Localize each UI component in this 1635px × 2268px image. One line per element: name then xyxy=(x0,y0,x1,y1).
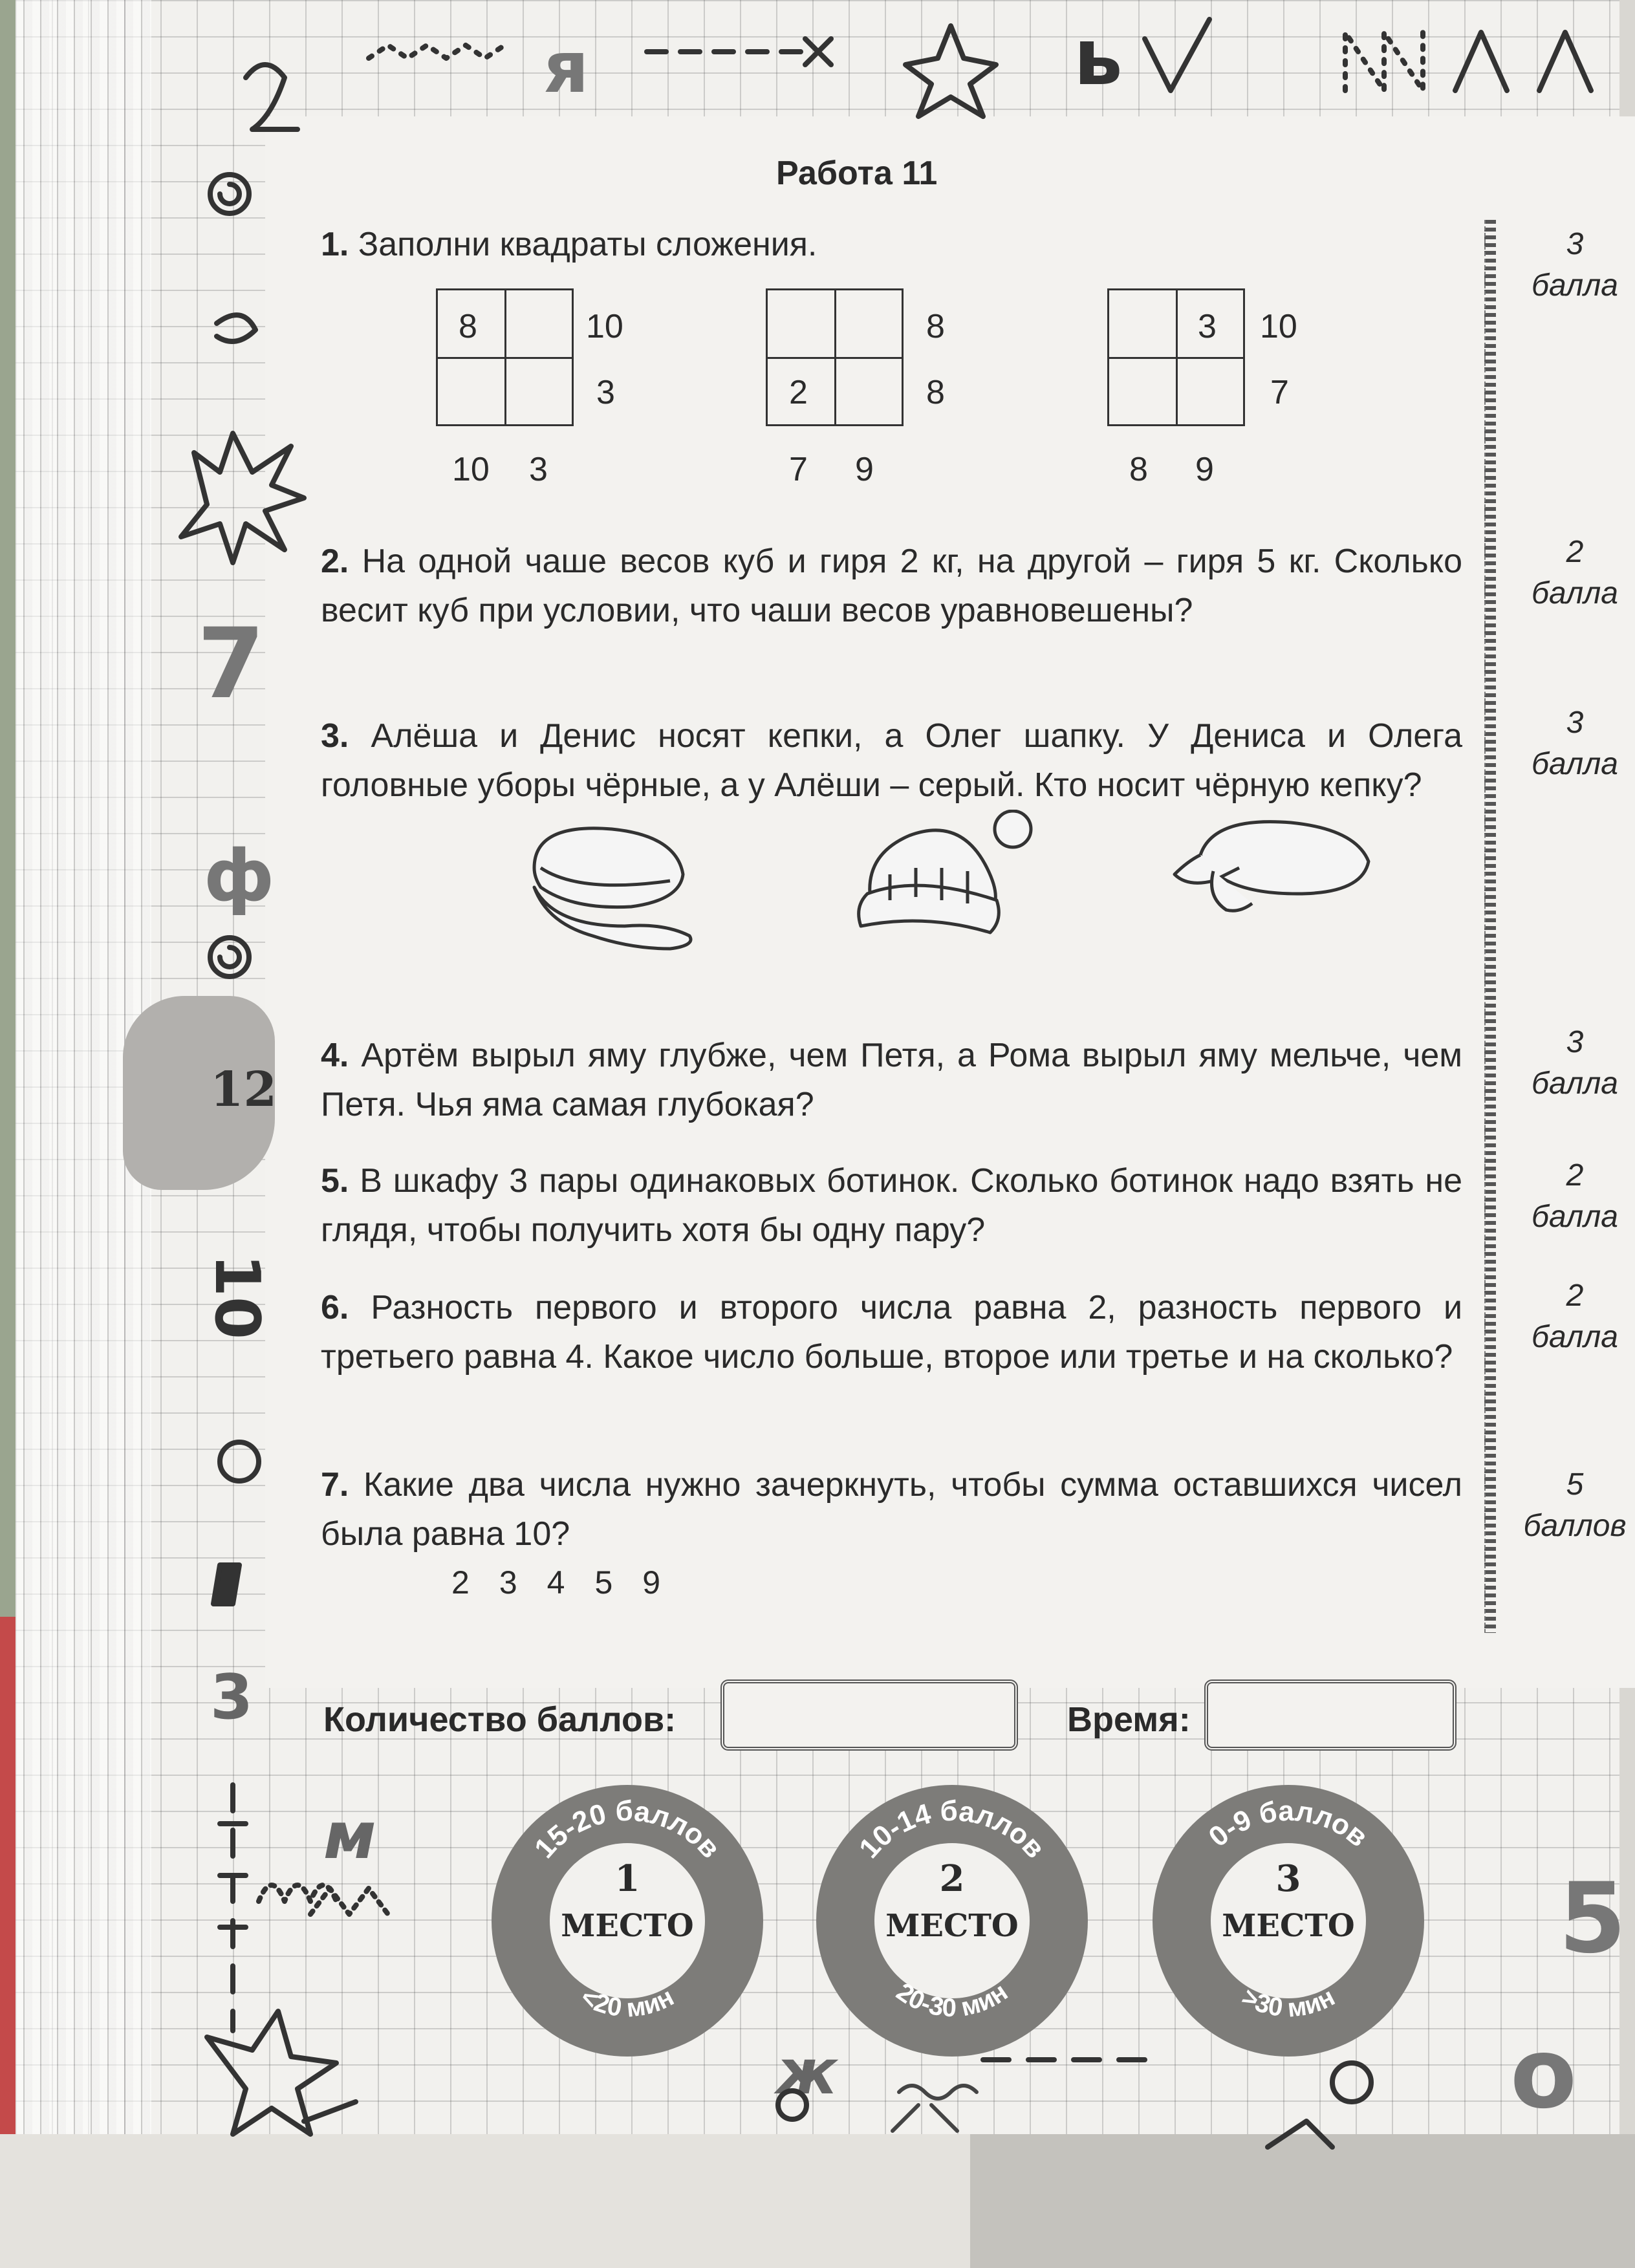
svg-text:0-9 баллов xyxy=(1203,1795,1374,1853)
addition-square-3 xyxy=(1107,288,1245,426)
task-number: 6. xyxy=(321,1289,349,1326)
row-sum: 8 xyxy=(926,374,945,411)
hats-illustration xyxy=(321,810,1462,958)
points-unit: балла xyxy=(1532,1066,1618,1101)
addition-squares xyxy=(321,269,1462,495)
medal-time: 20-30 мин xyxy=(891,1977,1013,2023)
points-value: 3 xyxy=(1566,706,1584,740)
medal-place-number: 3 xyxy=(1275,1857,1301,1900)
medal-place-number: 1 xyxy=(614,1857,640,1900)
points-task-3 xyxy=(1513,702,1635,785)
decor-digit-five: 5 xyxy=(1559,1863,1627,1975)
number-item: 5 xyxy=(594,1564,613,1601)
points-unit: балла xyxy=(1532,576,1618,610)
points-divider xyxy=(1484,220,1496,1633)
medal-first-place xyxy=(492,1785,763,2057)
cap-icon xyxy=(534,828,691,949)
points-value: 3 xyxy=(1566,227,1584,261)
task-text: Артём вырыл яму глубже, чем Петя, а Рома вырыл яму мельче, чем Петя. Чья яма самая глубокая? xyxy=(321,1037,1462,1123)
medal-range: 10-14 баллов xyxy=(852,1795,1051,1864)
cap-icon xyxy=(1175,822,1369,911)
col-sum: 9 xyxy=(855,451,874,488)
points-task-2 xyxy=(1513,532,1635,614)
task-text: На одной чаше весов куб и гиря 2 кг, на другой – гиря 5 кг. Сколько весит куб при условии, что чаши весов уравновешены? xyxy=(321,543,1462,629)
decor-letter-soft-sign: ь xyxy=(1074,13,1123,103)
col-sum: 10 xyxy=(452,451,490,488)
score-field[interactable] xyxy=(720,1679,1018,1751)
number-item: 2 xyxy=(451,1564,470,1601)
points-task-6 xyxy=(1513,1275,1635,1358)
square-cell: 2 xyxy=(789,374,808,411)
points-unit: балла xyxy=(1532,1200,1618,1234)
number-item: 3 xyxy=(499,1564,517,1601)
medal-range: 15-20 баллов xyxy=(528,1795,726,1864)
square-cell: 8 xyxy=(459,308,477,345)
row-sum: 7 xyxy=(1270,374,1289,411)
task-list xyxy=(321,220,1462,1601)
col-sum: 8 xyxy=(1129,451,1148,488)
medal-third-place xyxy=(1153,1785,1424,2057)
decor-letter-ef: ф xyxy=(204,834,275,917)
task-number: 5. xyxy=(321,1162,349,1200)
task-number: 1. xyxy=(321,226,349,263)
points-task-7 xyxy=(1513,1464,1635,1547)
task-3 xyxy=(321,711,1462,1031)
knit-hat-icon xyxy=(859,811,1031,933)
points-unit: балла xyxy=(1532,1320,1618,1354)
points-task-5 xyxy=(1513,1155,1635,1238)
svg-text:20-30 мин xyxy=(891,1978,1013,2022)
task-text: Алёша и Денис носят кепки, а Олег шапку. У Дениса и Олега головные уборы чёрные, а у Алёши – серый. Кто носит чёрную кепку? xyxy=(321,717,1462,804)
task-number: 7. xyxy=(321,1466,349,1504)
task-text: В шкафу 3 пары одинаковых ботинок. Сколько ботинок надо взять не глядя, чтобы получить хотя бы одну пару? xyxy=(321,1162,1463,1249)
row-sum: 8 xyxy=(926,308,945,345)
medal-place-word: МЕСТО xyxy=(561,1908,694,1944)
points-value: 2 xyxy=(1566,1158,1584,1193)
medal-second-place xyxy=(816,1785,1088,2057)
medal-place-word: МЕСТО xyxy=(885,1908,1019,1944)
task-number: 3. xyxy=(321,717,349,755)
svg-text:10-14 баллов xyxy=(853,1795,1051,1864)
points-task-4 xyxy=(1513,1022,1635,1105)
points-value: 5 xyxy=(1566,1467,1584,1502)
col-sum: 7 xyxy=(789,451,808,488)
score-label: Количество баллов: xyxy=(323,1700,677,1739)
row-sum: 3 xyxy=(596,374,615,411)
page-title: Работа 11 xyxy=(776,155,938,192)
addition-square-2 xyxy=(766,288,904,426)
points-unit: балла xyxy=(1532,747,1618,781)
task-number: 2. xyxy=(321,543,349,580)
row-sum: 10 xyxy=(586,308,623,345)
addition-square-1 xyxy=(436,288,574,426)
decor-letter-ya: я xyxy=(543,26,589,109)
decor-letter-o: о xyxy=(1510,2018,1577,2130)
svg-text:15-20 баллов xyxy=(528,1795,726,1864)
task-7 xyxy=(321,1460,1462,1601)
col-sum: 9 xyxy=(1195,451,1214,488)
points-unit: балла xyxy=(1532,268,1618,303)
task-text: Заполни квадраты сложения. xyxy=(358,226,817,263)
task-5 xyxy=(321,1156,1462,1283)
task-6 xyxy=(321,1283,1462,1460)
task-2 xyxy=(321,537,1462,711)
svg-text:<20 мин xyxy=(576,1983,678,2023)
points-value: 2 xyxy=(1566,535,1584,569)
medal-time: >30 мин xyxy=(1237,1982,1340,2023)
number-item: 9 xyxy=(642,1564,661,1601)
task-text: Разность первого и второго числа равна 2, разность первого и третьего равна 4. Какое число больше, второе или третье и на сколько? xyxy=(321,1289,1463,1376)
decor-number-ten: 10 xyxy=(201,1253,273,1340)
decor-digit-seven: 7 xyxy=(197,608,265,720)
col-sum: 3 xyxy=(529,451,548,488)
time-field[interactable] xyxy=(1204,1679,1456,1751)
row-sum: 10 xyxy=(1260,308,1297,345)
hats-drawing xyxy=(321,810,1462,958)
medal-time: <20 мин xyxy=(576,1982,679,2023)
task-4 xyxy=(321,1031,1462,1156)
points-unit: баллов xyxy=(1523,1509,1627,1543)
medal-place-number: 2 xyxy=(939,1857,965,1900)
decor-letter-zhe: ж xyxy=(776,2037,838,2108)
task-text: Какие два числа нужно зачеркнуть, чтобы сумма оставшихся чисел была равна 10? xyxy=(321,1466,1462,1553)
svg-text:>30 мин xyxy=(1237,1983,1339,2023)
page-number: 12 xyxy=(210,1062,277,1118)
task-number: 4. xyxy=(321,1037,349,1074)
square-cell: 3 xyxy=(1198,308,1217,345)
decor-letter-em: м xyxy=(323,1798,376,1874)
points-value: 3 xyxy=(1566,1025,1584,1059)
points-value: 2 xyxy=(1566,1279,1584,1313)
time-label: Время: xyxy=(1067,1700,1191,1739)
medal-place-word: МЕСТО xyxy=(1222,1908,1355,1944)
medal-range: 0-9 баллов xyxy=(1202,1795,1374,1853)
decor-letter-ze: 3 xyxy=(210,1662,254,1733)
number-item: 4 xyxy=(547,1564,565,1601)
points-task-1 xyxy=(1513,224,1635,307)
task-7-numbers xyxy=(321,1564,1462,1601)
task-1 xyxy=(321,220,1462,537)
